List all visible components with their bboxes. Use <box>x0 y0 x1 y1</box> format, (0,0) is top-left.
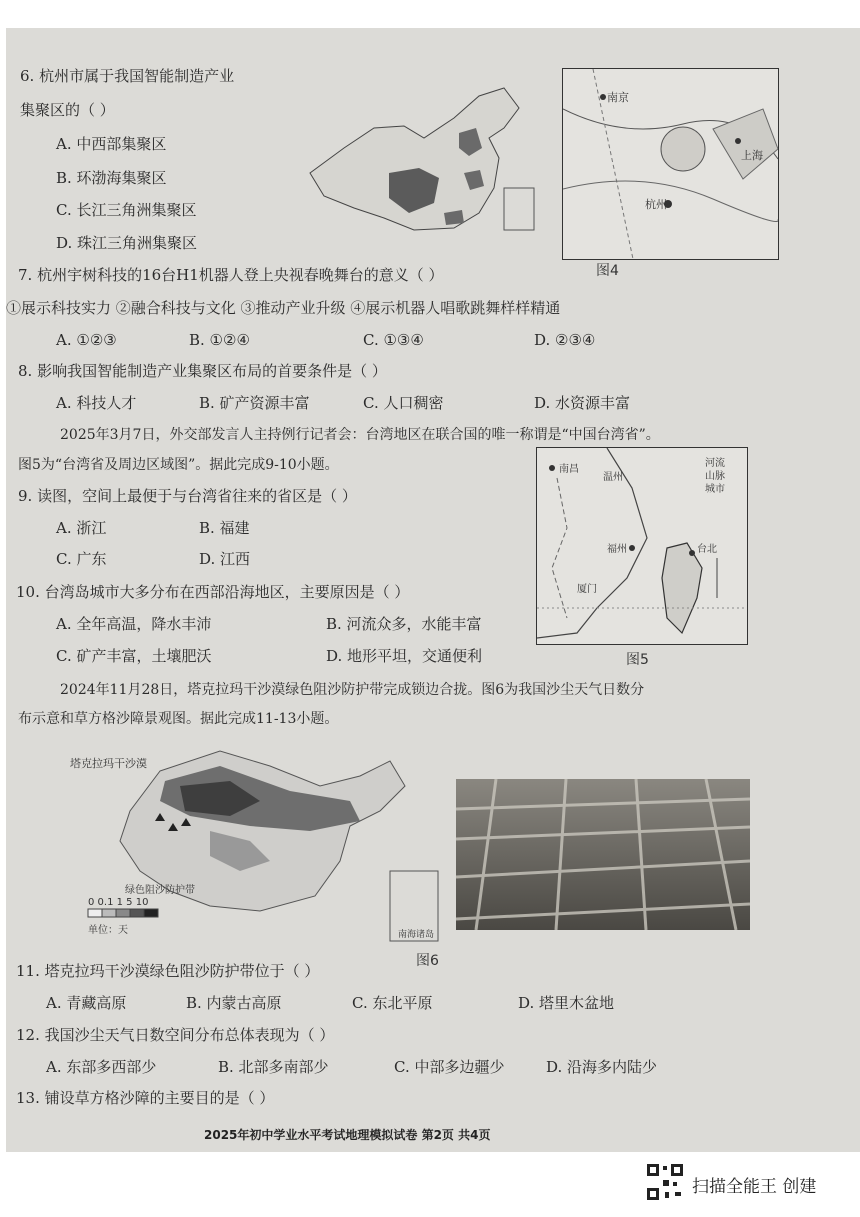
q10-option-c: C. 矿产丰富，土壤肥沃 <box>56 647 212 665</box>
fig6-unit: 单位：天 <box>88 925 128 936</box>
q12-option-b: B. 北部多南部少 <box>218 1058 329 1076</box>
fig5-legend-city: 城市 <box>705 484 725 495</box>
q7-option-a: A. ①②③ <box>56 331 117 349</box>
q7-option-b: B. ①②④ <box>189 331 250 349</box>
q8-option-a: A. 科技人才 <box>56 394 137 412</box>
intro-desert-line1: 2024年11月28日，塔克拉玛干沙漠绿色阻沙防护带完成锁边合拢。图6为我国沙尘天气日数分 <box>60 682 645 698</box>
q8-option-b: B. 矿产资源丰富 <box>199 394 310 412</box>
q7-option-d: D. ②③④ <box>534 331 596 349</box>
q9-option-b: B. 福建 <box>199 519 250 537</box>
q9-option-d: D. 江西 <box>199 550 251 568</box>
q11-option-b: B. 内蒙古高原 <box>186 994 282 1012</box>
figure-5-map <box>536 447 748 645</box>
qr-code-icon <box>645 1162 685 1202</box>
figure-6-dust-map <box>60 731 450 946</box>
fig4-label-shanghai: 上海 <box>741 149 763 162</box>
fig6-inset-label: 南海诸岛 <box>398 930 435 940</box>
fig5-label-nanchang: 南昌 <box>559 464 579 475</box>
q6-option-d: D. 珠江三角洲集聚区 <box>56 234 198 252</box>
q11-option-d: D. 塔里木盆地 <box>518 994 615 1012</box>
figure-5-caption: 图5 <box>626 652 649 668</box>
q6-stem-line1: 6. 杭州市属于我国智能制造产业 <box>20 67 235 85</box>
figure-4-caption: 图4 <box>596 263 619 279</box>
fig5-legend-mountain: 山脉 <box>705 471 725 482</box>
q7-statements: ①展示科技实力 ②融合科技与文化 ③推动产业升级 ④展示机器人唱歌跳舞样样精通 <box>6 299 561 317</box>
q9-stem: 9. 读图，空间上最便于与台湾省往来的省区是（ ） <box>18 487 357 505</box>
fig5-label-wenzhou: 温州 <box>603 472 623 483</box>
intro-taiwan-line2: 图5为“台湾省及周边区域图”。据此完成9-10小题。 <box>18 457 339 473</box>
q12-option-a: A. 东部多西部少 <box>46 1058 157 1076</box>
q6-option-b: B. 环渤海集聚区 <box>56 169 167 187</box>
q7-option-c: C. ①③④ <box>363 331 424 349</box>
china-cluster-map <box>304 78 556 240</box>
q6-option-c: C. 长江三角洲集聚区 <box>56 201 197 219</box>
q11-stem: 11. 塔克拉玛干沙漠绿色阻沙防护带位于（ ） <box>16 962 320 980</box>
fig5-label-fuzhou: 福州 <box>607 544 627 555</box>
q6-option-a: A. 中西部集聚区 <box>56 135 167 153</box>
fig6-scale-values: 0 0.1 1 5 10 <box>88 897 149 908</box>
figure-6-sand-barrier-photo <box>456 779 750 930</box>
q10-option-b: B. 河流众多，水能丰富 <box>326 615 482 633</box>
fig4-label-nanjing: 南京 <box>607 91 629 104</box>
q8-option-c: C. 人口稠密 <box>363 394 444 412</box>
page-footer: 2025年初中学业水平考试地理模拟试卷 第2页 共4页 <box>204 1128 491 1142</box>
q7-stem: 7. 杭州宇树科技的16台H1机器人登上央视春晚舞台的意义（ ） <box>18 266 444 284</box>
intro-taiwan-line1: 2025年3月7日，外交部发言人主持例行记者会：台湾地区在联合国的唯一称谓是“中国台湾省”。 <box>60 427 660 443</box>
q12-option-d: D. 沿海多内陆少 <box>546 1058 658 1076</box>
q8-option-d: D. 水资源丰富 <box>534 394 631 412</box>
fig5-label-taipei: 台北 <box>697 544 717 555</box>
q9-option-a: A. 浙江 <box>56 519 107 537</box>
q10-option-d: D. 地形平坦，交通便利 <box>326 647 483 665</box>
intro-desert-line2: 布示意和草方格沙障景观图。据此完成11-13小题。 <box>18 711 339 727</box>
figure-4-map <box>562 68 779 260</box>
fig6-belt-legend: 绿色阻沙防护带 <box>125 885 195 896</box>
q12-option-c: C. 中部多边疆少 <box>394 1058 505 1076</box>
q11-option-c: C. 东北平原 <box>352 994 433 1012</box>
q10-option-a: A. 全年高温，降水丰沛 <box>56 615 212 633</box>
q12-stem: 12. 我国沙尘天气日数空间分布总体表现为（ ） <box>16 1026 335 1044</box>
fig5-legend-river: 河流 <box>705 458 725 469</box>
q10-stem: 10. 台湾岛城市大多分布在西部沿海地区，主要原因是（ ） <box>16 583 410 601</box>
fig5-label-xiamen: 厦门 <box>577 584 597 595</box>
exam-page <box>6 28 860 1152</box>
scanner-watermark-label: 扫描全能王 创建 <box>692 1177 817 1197</box>
q8-stem: 8. 影响我国智能制造产业集聚区布局的首要条件是（ ） <box>18 362 387 380</box>
q13-stem: 13. 铺设草方格沙障的主要目的是（ ） <box>16 1089 275 1107</box>
fig4-label-hangzhou: 杭州 <box>645 198 667 211</box>
q9-option-c: C. 广东 <box>56 550 107 568</box>
q6-stem-line2: 集聚区的（ ） <box>20 101 115 119</box>
figure-6-caption: 图6 <box>416 953 439 969</box>
fig6-desert-label: 塔克拉玛干沙漠 <box>70 757 147 770</box>
q11-option-a: A. 青藏高原 <box>46 994 127 1012</box>
